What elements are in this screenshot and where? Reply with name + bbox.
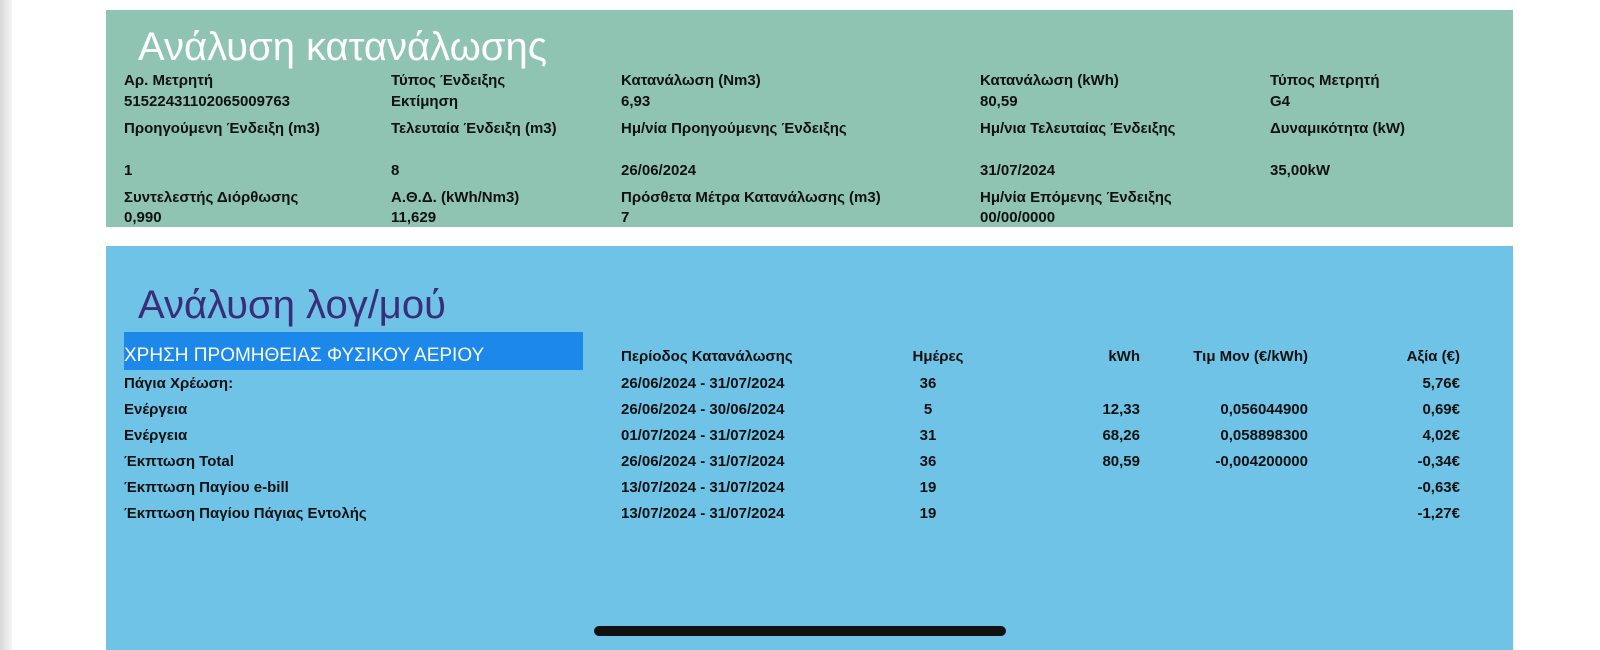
row-kwh: 68,26	[1102, 427, 1140, 444]
additional-consumption-value: 7	[621, 209, 630, 226]
row-days: 36	[919, 453, 937, 470]
consumption-analysis-title: Ανάλυση κατανάλωσης	[138, 25, 548, 69]
gross-calorific-value-value: 11,629	[391, 209, 437, 226]
row-kwh: 80,59	[1102, 453, 1140, 470]
row-days: 36	[919, 375, 937, 392]
row-description: Ενέργεια	[124, 427, 188, 444]
consumption-nm3-label: Κατανάλωση (Nm3)	[621, 72, 761, 89]
row-value: -0,63€	[1417, 479, 1460, 496]
previous-reading-date-value: 26/06/2024	[621, 162, 697, 179]
capacity-value: 35,00kW	[1270, 162, 1331, 179]
row-value: -1,27€	[1417, 505, 1460, 522]
previous-reading-value: 1	[124, 162, 133, 179]
consumption-kwh-value: 80,59	[980, 93, 1018, 110]
row-period: 26/06/2024 - 31/07/2024	[621, 453, 785, 470]
row-period: 13/07/2024 - 31/07/2024	[621, 479, 785, 496]
previous-reading-label: Προηγούμενη Ένδειξη (m3)	[124, 120, 320, 137]
row-kwh: 12,33	[1102, 401, 1140, 418]
row-value: 4,02€	[1422, 427, 1460, 444]
last-reading-label: Τελευταία Ένδειξη (m3)	[391, 120, 557, 137]
row-description: Ενέργεια	[124, 401, 188, 418]
row-value: -0,34€	[1417, 453, 1460, 470]
row-period: 26/06/2024 - 30/06/2024	[621, 401, 785, 418]
account-analysis-title: Ανάλυση λογ/μού	[138, 283, 446, 327]
row-days: 31	[919, 427, 937, 444]
kwh-header: kWh	[1108, 348, 1140, 365]
row-unit-price: -0,004200000	[1215, 453, 1308, 470]
row-days: 19	[919, 479, 937, 496]
row-days: 19	[919, 505, 937, 522]
page-edge-shadow	[0, 0, 12, 650]
row-unit-price: 0,058898300	[1220, 427, 1308, 444]
unit-price-header: Τιμ Μον (€/kWh)	[1193, 348, 1308, 365]
gross-calorific-value-label: Α.Θ.Δ. (kWh/Nm3)	[391, 189, 520, 206]
correction-factor-value: 0,990	[124, 209, 162, 226]
additional-consumption-label: Πρόσθετα Μέτρα Κατανάλωσης (m3)	[621, 189, 881, 206]
row-description: Έκπτωση Παγίου e-bill	[124, 479, 289, 496]
row-value: 0,69€	[1422, 401, 1460, 418]
section-label: ΧΡΗΣΗ ΠΡΟΜΗΘΕΙΑΣ ΦΥΣΙΚΟΥ ΑΕΡΙΟΥ	[124, 345, 485, 366]
last-reading-date-label: Ημ/νια Τελευταίας Ένδειξης	[980, 120, 1176, 137]
meter-type-label: Τύπος Μετρητή	[1270, 72, 1380, 89]
next-reading-date-label: Ημ/νία Επόμενης Ένδειξης	[980, 189, 1172, 206]
reading-type-label: Τύπος Ένδειξης	[391, 72, 506, 89]
next-reading-date-value: 00/00/0000	[980, 209, 1056, 226]
home-indicator-bar[interactable]	[594, 626, 1006, 636]
reading-type-value: Εκτίμηση	[391, 93, 458, 110]
row-days: 5	[923, 401, 933, 418]
correction-factor-label: Συντελεστής Διόρθωσης	[124, 189, 299, 206]
row-value: 5,76€	[1422, 375, 1460, 392]
row-period: 01/07/2024 - 31/07/2024	[621, 427, 785, 444]
row-description: Έκπτωση Παγίου Πάγιας Εντολής	[124, 505, 367, 522]
last-reading-date-value: 31/07/2024	[980, 162, 1056, 179]
row-description: Έκπτωση Total	[124, 453, 234, 470]
meter-number-label: Αρ. Μετρητή	[124, 72, 214, 89]
value-header: Αξία (€)	[1406, 348, 1460, 365]
consumption-nm3-value: 6,93	[621, 93, 651, 110]
row-unit-price: 0,056044900	[1220, 401, 1308, 418]
row-description: Πάγια Χρέωση:	[124, 375, 234, 392]
capacity-label: Δυναμικότητα (kW)	[1270, 120, 1406, 137]
days-header: Ημέρες	[912, 348, 964, 365]
row-period: 13/07/2024 - 31/07/2024	[621, 505, 785, 522]
period-header: Περίοδος Κατανάλωσης	[621, 348, 793, 365]
meter-type-value: G4	[1270, 93, 1291, 110]
meter-number-value: 51522431102065009763	[124, 93, 291, 110]
previous-reading-date-label: Ημ/νία Προηγούμενης Ένδειξης	[621, 120, 847, 137]
row-period: 26/06/2024 - 31/07/2024	[621, 375, 785, 392]
last-reading-value: 8	[391, 162, 400, 179]
consumption-kwh-label: Κατανάλωση (kWh)	[980, 72, 1119, 89]
